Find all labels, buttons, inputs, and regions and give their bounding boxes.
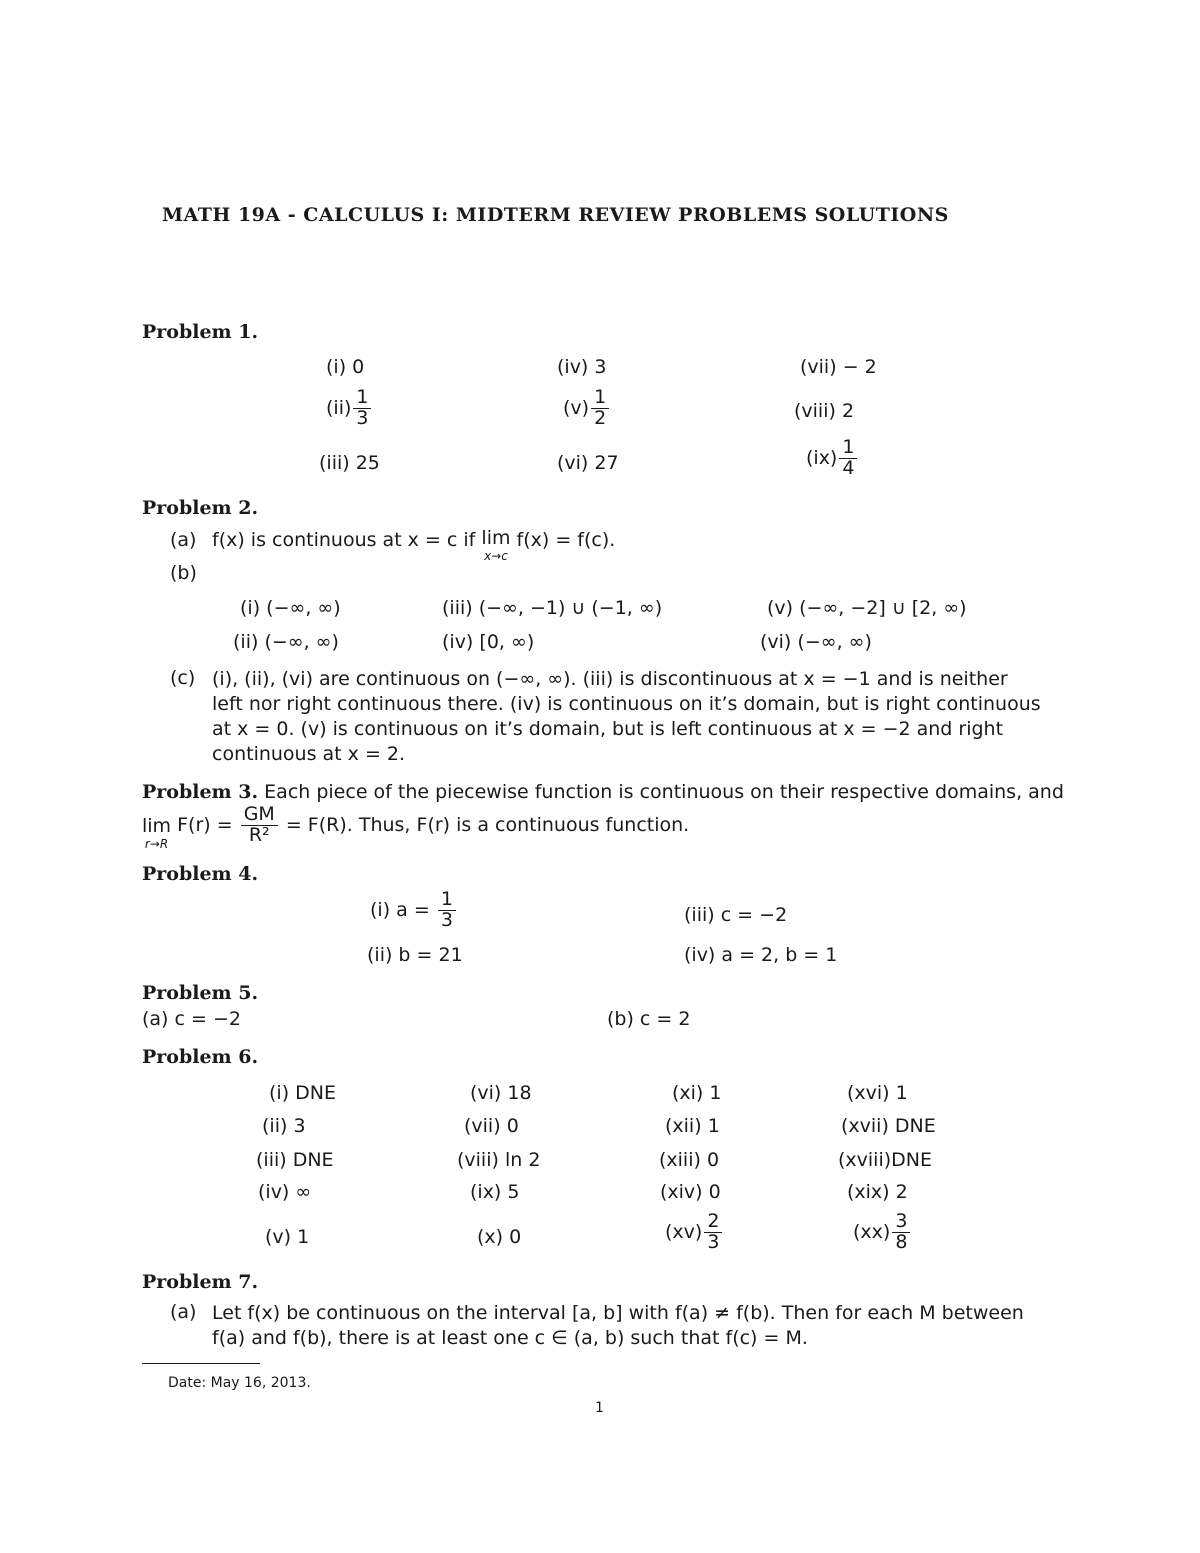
p2-b-item: (ii) (−∞, ∞): [233, 631, 339, 653]
p6-item: (xix) 2: [847, 1181, 908, 1203]
p4-item: (iii) c = −2: [684, 904, 788, 926]
p6-item: (xvii) DNE: [841, 1115, 936, 1137]
p1-item: (ii) $\frac{1}{3}$: [326, 388, 373, 429]
p6-item: (xv) $\frac{2}{3}$: [665, 1212, 724, 1253]
problem-3-formula: lim r→R F(r) = $\frac{GM}{\text{R²}}$ = F(R). Thus, F(r) is a continuous function.: [142, 803, 690, 851]
problem-1-heading: Problem 1.: [142, 321, 259, 343]
p2-part-c-label: (c): [170, 667, 196, 689]
p2-part-c-text: [212, 667, 1041, 767]
p6-item: (vii) 0: [464, 1115, 519, 1137]
p1-item: (vi) 27: [557, 452, 619, 474]
p2-b-item: (i) (−∞, ∞): [240, 597, 341, 619]
p1-item: (viii) 2: [794, 400, 855, 422]
p6-item: (xiv) 0: [660, 1181, 721, 1203]
text-line: f(a) and f(b), there is at least one c ∈ (a, b) such that f(c) = M.: [212, 1327, 808, 1349]
p2-b-item: (v) (−∞, −2] ∪ [2, ∞): [767, 597, 967, 619]
p2-part-a-text: f(x) is continuous at x = c if lim x→c f(x) = f(c).: [212, 527, 616, 563]
p6-item: (vi) 18: [470, 1082, 532, 1104]
problem-6-heading: Problem 6.: [142, 1046, 259, 1068]
p6-item: (xii) 1: [665, 1115, 720, 1137]
p7-part-a-text: [212, 1301, 1024, 1351]
p6-item: (xvi) 1: [847, 1082, 908, 1104]
p1-item: (iv) 3: [557, 356, 607, 378]
p4-item: (iv) a = 2, b = 1: [684, 944, 838, 966]
p2-part-a-label: (a): [170, 529, 197, 551]
p6-item: (ii) 3: [262, 1115, 306, 1137]
text-line: continuous at x = 2.: [212, 743, 406, 765]
problem-7-heading: Problem 7.: [142, 1271, 259, 1293]
footnote-rule: [142, 1363, 260, 1364]
p2-part-b-label: (b): [170, 562, 197, 584]
p7-part-a-label: (a): [170, 1301, 197, 1323]
p4-item: (i) a = $\frac{1}{3}$: [370, 890, 458, 931]
p1-item: (iii) 25: [319, 452, 380, 474]
page-number: 1: [595, 1400, 604, 1416]
text-line: Let f(x) be continuous on the interval [a, b] with f(a) ≠ f(b). Then for each M between: [212, 1302, 1024, 1324]
p4-item: (ii) b = 21: [367, 944, 463, 966]
problem-2-heading: Problem 2.: [142, 497, 259, 519]
problem-3-heading: Problem 3.: [142, 781, 259, 803]
p2-b-item: (iii) (−∞, −1) ∪ (−1, ∞): [442, 597, 663, 619]
p6-item: (xi) 1: [672, 1082, 722, 1104]
footnote: Date: May 16, 2013.: [168, 1375, 311, 1391]
p5-item: (b) c = 2: [607, 1008, 691, 1030]
p2-b-item: (vi) (−∞, ∞): [760, 631, 872, 653]
p1-item: (vii) − 2: [800, 356, 877, 378]
p6-item: (x) 0: [477, 1226, 522, 1248]
p6-item: (ix) 5: [470, 1181, 520, 1203]
p5-item: (a) c = −2: [142, 1008, 241, 1030]
p1-item: (v) $\frac{1}{2}$: [563, 388, 611, 429]
p1-item: (i) 0: [326, 356, 365, 378]
p2-b-item: (iv) [0, ∞): [442, 631, 535, 653]
p6-item: (v) 1: [265, 1226, 310, 1248]
problem-3-paragraph: Problem 3. Each piece of the piecewise function is continuous on their respective domains, and: [142, 781, 1064, 803]
p6-item: (viii) ln 2: [457, 1149, 541, 1171]
p6-item: (xviii)DNE: [838, 1149, 933, 1171]
text-line: left nor right continuous there. (iv) is continuous on it’s domain, but is right continuous: [212, 693, 1041, 715]
text-line: at x = 0. (v) is continuous on it’s domain, but is left continuous at x = −2 and right: [212, 718, 1004, 740]
problem-4-heading: Problem 4.: [142, 863, 259, 885]
problem-5-heading: Problem 5.: [142, 982, 259, 1004]
page-title: MATH 19A - CALCULUS I: MIDTERM REVIEW PROBLEMS SOLUTIONS: [162, 204, 949, 226]
p6-item: (xx) $\frac{3}{8}$: [853, 1212, 912, 1253]
p1-item: (ix) $\frac{1}{4}$: [806, 438, 859, 479]
p6-item: (i) DNE: [269, 1082, 337, 1104]
text-line: (i), (ii), (vi) are continuous on (−∞, ∞). (iii) is discontinuous at x = −1 and is neither: [212, 668, 1008, 690]
p6-item: (iv) ∞: [258, 1181, 312, 1203]
p6-item: (iii) DNE: [256, 1149, 334, 1171]
p6-item: (xiii) 0: [659, 1149, 720, 1171]
